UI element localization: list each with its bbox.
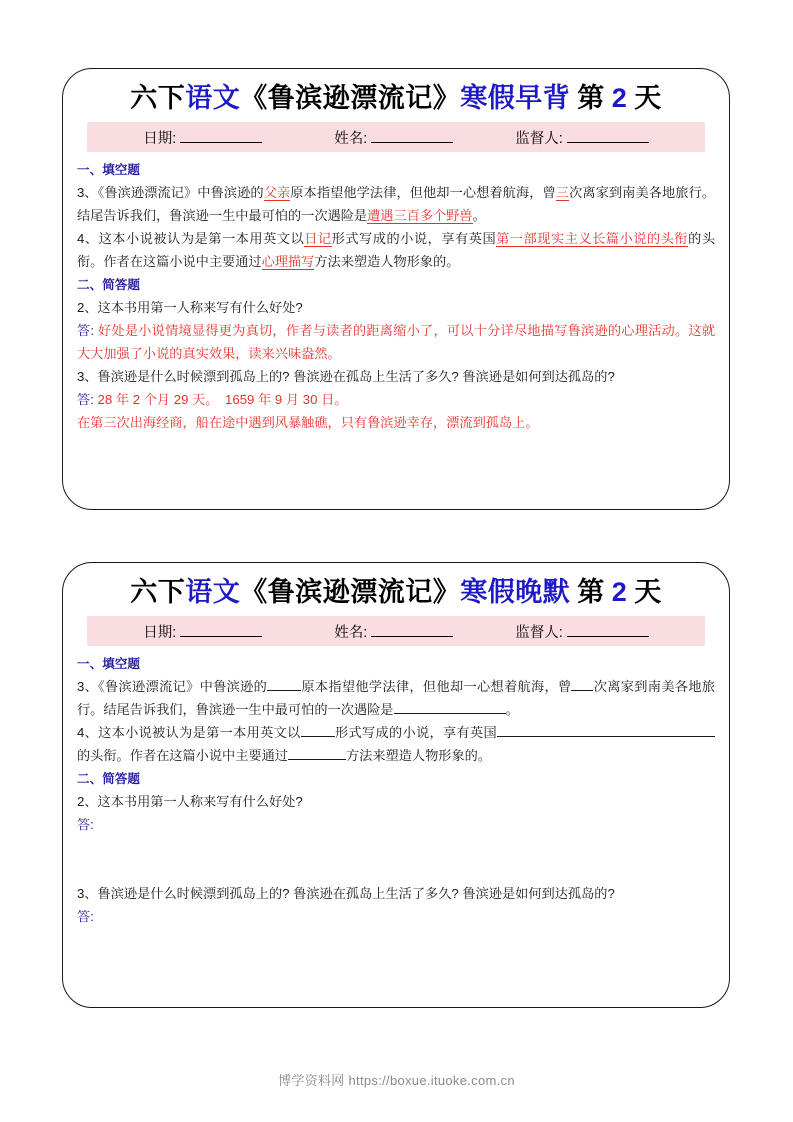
q4-blank-3[interactable] <box>288 746 346 760</box>
q3-blank-2[interactable] <box>571 677 593 691</box>
q4-blank-2a[interactable] <box>497 723 657 737</box>
title-day-prefix: 第 <box>577 577 605 607</box>
answer-3-short-line-1 <box>77 388 715 411</box>
footer-watermark: 博学资料网 https://boxue.ituoke.com.cn <box>278 1073 515 1088</box>
q4-part-d: 方法来塑造人物形象的。 <box>314 254 460 270</box>
title-book: 《鲁滨逊漂流记》 <box>240 83 461 113</box>
card-title-evening <box>63 563 729 616</box>
answer-3-label[interactable]: 答: <box>77 909 94 925</box>
name-field[interactable] <box>334 621 453 642</box>
q4-part-b: 形式写成的小说，享有英国 <box>334 725 497 741</box>
section-heading-fill-blank: 一、填空题 <box>77 163 140 178</box>
answer-3-label: 答: <box>77 392 94 408</box>
title-mode: 寒假早背 <box>460 83 571 113</box>
title-subject: 语文 <box>185 577 241 607</box>
question-4-fill <box>77 227 715 273</box>
answer-2-label: 答: <box>77 323 95 339</box>
name-blank-rule[interactable] <box>371 130 453 143</box>
answer-2-short <box>77 319 715 365</box>
date-label: 日期: <box>143 130 177 147</box>
answer-2-writing-space-2[interactable] <box>77 859 715 882</box>
title-grade: 六下 <box>130 577 186 607</box>
worksheet-card-morning-recite <box>62 68 730 510</box>
title-day-suffix: 天 <box>634 577 662 607</box>
q3-part-c: 次离家到南美各地旅行。结尾告诉我们，鲁滨逊一生中最可怕的一次遇险是 <box>77 185 716 224</box>
card-title-morning <box>63 69 729 122</box>
supervisor-blank-rule[interactable] <box>567 130 649 143</box>
q4-blank-2b[interactable] <box>657 723 715 737</box>
q4-part-a: 4、这本小说被认为是第一本用英文以 <box>77 725 301 741</box>
question-3-short: 3、鲁滨逊是什么时候漂到孤岛上的? 鲁滨逊在孤岛上生活了多久? 鲁滨逊是如何到达孤岛的? <box>77 886 615 902</box>
q3-answer-1: 父亲 <box>263 185 291 201</box>
question-3-fill <box>77 181 715 227</box>
name-label: 姓名: <box>334 130 368 147</box>
q4-part-d: 方法来塑造人物形象的。 <box>346 748 492 764</box>
q4-answer-1: 日记 <box>304 231 332 247</box>
date-field[interactable] <box>143 621 262 642</box>
name-label: 姓名: <box>334 624 368 641</box>
question-2-short: 2、这本书用第一人称来写有什么好处? <box>77 300 303 316</box>
answer-3-text-line1: 28 年 2 个月 29 天。 1659 年 9 月 30 日。 <box>97 392 348 408</box>
q3-part-d: 。 <box>472 208 486 224</box>
answer-2-label[interactable]: 答: <box>77 817 94 833</box>
section-heading-short-answer: 二、简答题 <box>77 278 140 293</box>
q4-answer-2: 第一部现实主义长篇小说的头衔 <box>496 231 689 247</box>
q4-part-a: 4、这本小说被认为是第一本用英文以 <box>77 231 305 247</box>
section-heading-fill-blank: 一、填空题 <box>77 657 140 672</box>
name-field[interactable] <box>334 127 453 148</box>
worksheet-card-evening-dictation <box>62 562 730 1008</box>
answer-2-text: 好处是小说情境显得更为真切，作者与读者的距离缩小了，可以十分详尽地描写鲁滨逊的心理活动。这就大大加强了小说的真实效果，读来兴味盎然。 <box>77 323 716 362</box>
question-2-short: 2、这本书用第一人称来写有什么好处? <box>77 794 303 810</box>
supervisor-field[interactable] <box>515 621 649 642</box>
q3-answer-2: 三 <box>555 185 570 201</box>
title-day-number: 2 <box>611 577 628 607</box>
q4-part-b: 形式写成的小说，享有英国 <box>331 231 497 247</box>
date-label: 日期: <box>143 624 177 641</box>
title-day-number: 2 <box>611 83 628 113</box>
q3-blank-1[interactable] <box>267 677 301 691</box>
q3-part-b: 原本指望他学法律，但他却一心想着航海，曾 <box>301 679 572 695</box>
info-bar-morning <box>87 122 705 152</box>
date-field[interactable] <box>143 127 262 148</box>
q4-part-c: 的头衔。作者在这篇小说中主要通过 <box>77 748 288 764</box>
supervisor-label: 监督人: <box>515 130 563 147</box>
q3-part-d: 。 <box>505 702 519 718</box>
answer-3-short-line-2: 在第三次出海经商，船在途中遇到风暴触礁，只有鲁滨逊幸存，漂流到孤岛上。 <box>77 415 539 431</box>
q3-answer-3: 遭遇三百多个野兽 <box>367 208 473 224</box>
title-mode: 寒假晚默 <box>460 577 571 607</box>
card-body-morning <box>63 152 729 434</box>
supervisor-label: 监督人: <box>515 624 563 641</box>
q4-answer-3: 心理描写 <box>261 254 315 270</box>
name-blank-rule[interactable] <box>371 624 453 637</box>
date-blank-rule[interactable] <box>180 624 262 637</box>
q3-part-a: 3、《鲁滨逊漂流记》中鲁滨逊的 <box>77 679 268 695</box>
date-blank-rule[interactable] <box>180 130 262 143</box>
q4-blank-1[interactable] <box>301 723 335 737</box>
q4-part-c: 的头衔。作者在这篇小说中主要通过 <box>77 231 716 270</box>
title-day-prefix: 第 <box>577 83 605 113</box>
supervisor-field[interactable] <box>515 127 649 148</box>
q3-blank-3[interactable] <box>394 700 506 714</box>
supervisor-blank-rule[interactable] <box>567 624 649 637</box>
title-book: 《鲁滨逊漂流记》 <box>240 577 461 607</box>
title-day-suffix: 天 <box>634 83 662 113</box>
question-4-fill <box>77 721 715 767</box>
question-3-fill <box>77 675 715 721</box>
q3-part-b: 原本指望他学法律，但他却一心想着航海，曾 <box>290 185 556 201</box>
title-subject: 语文 <box>185 83 241 113</box>
q3-part-a: 3、《鲁滨逊漂流记》中鲁滨逊的 <box>77 185 264 201</box>
section-heading-short-answer: 二、简答题 <box>77 772 140 787</box>
q3-part-c: 次离家到南美各地旅行。结尾告诉我们，鲁滨逊一生中最可怕的一次遇险是 <box>77 679 716 718</box>
card-body-evening <box>63 646 729 928</box>
answer-2-writing-space[interactable] <box>77 836 715 859</box>
title-grade: 六下 <box>130 83 186 113</box>
question-3-short: 3、鲁滨逊是什么时候漂到孤岛上的? 鲁滨逊在孤岛上生活了多久? 鲁滨逊是如何到达孤岛的? <box>77 369 615 385</box>
info-bar-evening <box>87 616 705 646</box>
